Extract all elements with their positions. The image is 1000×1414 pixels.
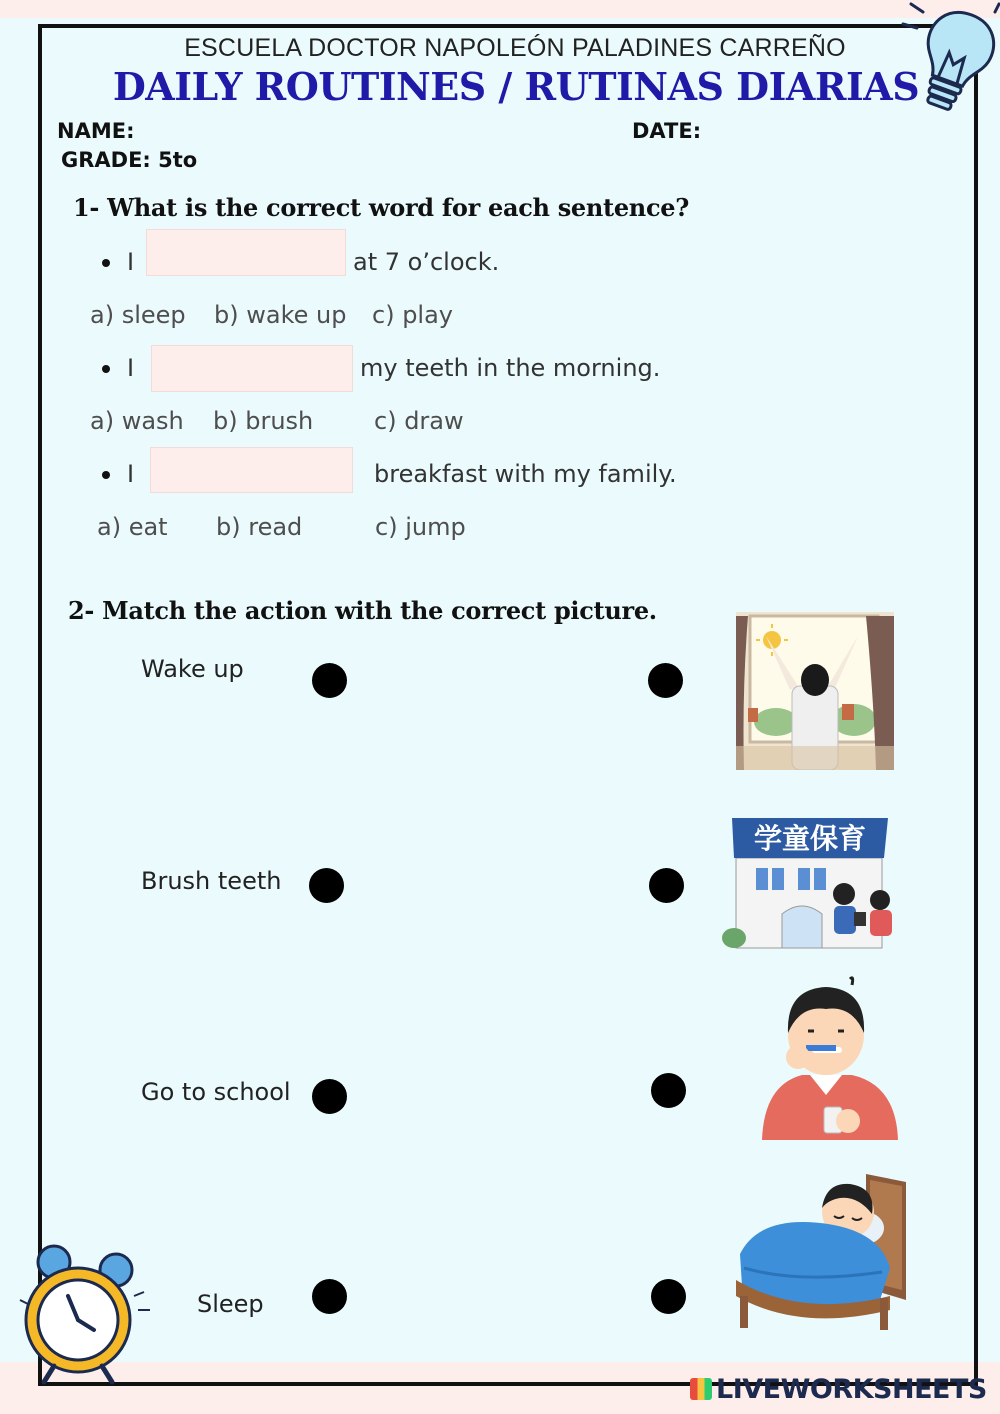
brush-teeth-picture bbox=[752, 975, 900, 1140]
brand-text: LIVEWORKSHEETS bbox=[716, 1374, 987, 1405]
alarm-clock-icon bbox=[14, 1240, 154, 1392]
school-name: ESCUELA DOCTOR NAPOLEÓN PALADINES CARREÑO bbox=[184, 34, 846, 62]
sentence-2-end: my teeth in the morning. bbox=[360, 354, 661, 382]
sentence-3-end: breakfast with my family. bbox=[374, 460, 677, 488]
sentence-2-start: I bbox=[127, 354, 135, 382]
brand-logo-icon bbox=[690, 1378, 712, 1400]
option-2b: b) brush bbox=[213, 407, 314, 435]
wake-up-picture bbox=[736, 612, 894, 770]
sentence-1-end: at 7 o’clock. bbox=[353, 248, 500, 276]
bullet bbox=[102, 471, 110, 479]
option-2a: a) wash bbox=[90, 407, 184, 435]
action-sleep: Sleep bbox=[197, 1290, 264, 1318]
option-2c: c) draw bbox=[374, 407, 464, 435]
match-dot-right-4[interactable] bbox=[651, 1279, 686, 1314]
answer-blank-3[interactable] bbox=[150, 447, 353, 493]
option-3a: a) eat bbox=[97, 513, 168, 541]
grade-label: GRADE: 5to bbox=[61, 148, 198, 172]
answer-blank-2[interactable] bbox=[151, 345, 353, 392]
match-dot-left-1[interactable] bbox=[312, 663, 347, 698]
action-wake-up: Wake up bbox=[141, 655, 244, 683]
option-1a: a) sleep bbox=[90, 301, 186, 329]
match-dot-left-2[interactable] bbox=[309, 868, 344, 903]
answer-blank-1[interactable] bbox=[146, 229, 346, 276]
sentence-1-start: I bbox=[127, 248, 135, 276]
match-dot-right-2[interactable] bbox=[649, 868, 684, 903]
option-3b: b) read bbox=[216, 513, 303, 541]
bullet bbox=[102, 365, 110, 373]
match-dot-right-3[interactable] bbox=[651, 1073, 686, 1108]
school-picture bbox=[722, 810, 906, 960]
section2-heading: 2- Match the action with the correct picture. bbox=[68, 596, 657, 625]
match-dot-left-4[interactable] bbox=[312, 1279, 347, 1314]
date-label: DATE: bbox=[632, 119, 702, 143]
action-brush-teeth: Brush teeth bbox=[141, 867, 282, 895]
name-label: NAME: bbox=[57, 119, 135, 143]
liveworksheets-logo bbox=[690, 1374, 987, 1405]
page-title: DAILY ROUTINES / RUTINAS DIARIAS bbox=[112, 64, 920, 109]
sentence-3-start: I bbox=[127, 460, 135, 488]
option-1c: c) play bbox=[372, 301, 453, 329]
school-sign-text: 学童保育 bbox=[753, 822, 867, 855]
match-dot-right-1[interactable] bbox=[648, 663, 683, 698]
match-dot-left-3[interactable] bbox=[312, 1079, 347, 1114]
sleep-picture bbox=[730, 1168, 908, 1336]
option-3c: c) jump bbox=[375, 513, 466, 541]
action-go-to-school: Go to school bbox=[141, 1078, 291, 1106]
bullet bbox=[102, 259, 110, 267]
option-1b: b) wake up bbox=[214, 301, 347, 329]
section1-heading: 1- What is the correct word for each sentence? bbox=[73, 193, 689, 222]
